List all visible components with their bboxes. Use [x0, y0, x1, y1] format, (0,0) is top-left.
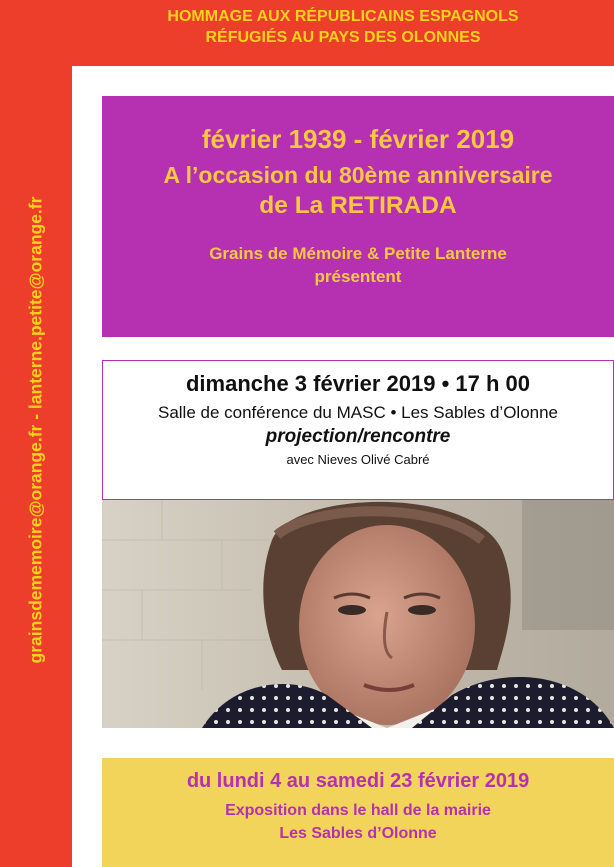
screening-guest: avec Nieves Olivé Cabré [286, 452, 430, 467]
exhibition-location: Les Sables d’Olonne [279, 825, 437, 842]
intro-presents: présentent [314, 267, 402, 286]
contact-emails[interactable]: grainsdememoire@orange.fr - lanterne.petite@orange.fr [25, 196, 46, 664]
exhibition-box [102, 758, 614, 867]
screening-box [102, 360, 614, 500]
intro-event: de La RETIRADA [259, 192, 457, 219]
exhibition-description: Exposition dans le hall de la mairie [225, 802, 491, 819]
intro-dates: février 1939 - février 2019 [201, 124, 515, 154]
exhibition-dates: du lundi 4 au samedi 23 février 2019 [186, 770, 530, 792]
screening-type: projection/rencontre [265, 426, 451, 447]
screening-datetime: dimanche 3 février 2019 • 17 h 00 [185, 371, 530, 396]
portrait-photo [102, 500, 614, 728]
header-line-1: HOMMAGE AUX RÉPUBLICAINS ESPAGNOLS [167, 8, 519, 25]
portrait-image [102, 500, 614, 728]
header-line-2: RÉFUGIÉS AU PAYS DES OLONNES [205, 29, 481, 46]
screening-venue: Salle de conférence du MASC • Les Sables d’Olonne [157, 403, 559, 422]
header [72, 0, 614, 66]
sidebar [0, 0, 72, 867]
intro-occasion: A l’occasion du 80ème anniversaire [163, 162, 553, 188]
intro-box [102, 96, 614, 337]
intro-organizers: Grains de Mémoire & Petite Lanterne [209, 244, 507, 263]
